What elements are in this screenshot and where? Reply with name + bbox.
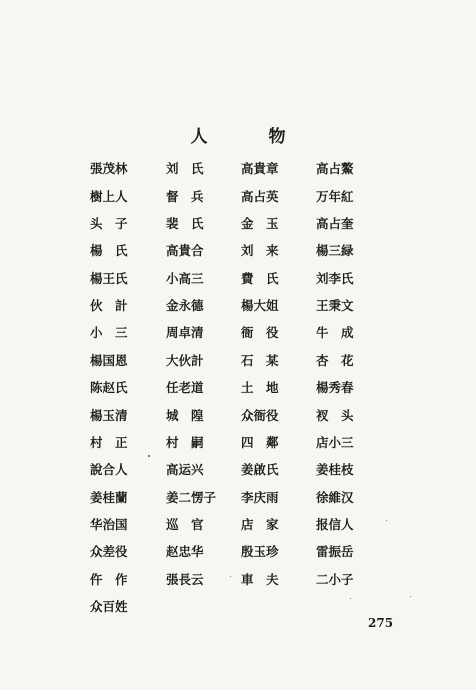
character-name: 樹上人 — [90, 188, 128, 204]
character-name: 四 鄰 — [241, 434, 279, 450]
character-name: 高占英 — [241, 188, 279, 204]
character-name: 楊玉清 — [90, 407, 128, 423]
character-name: 高运兴 — [166, 462, 204, 478]
character-name: 楊秀春 — [316, 380, 354, 396]
character-name: 王秉文 — [316, 298, 354, 314]
character-name: 店小三 — [316, 434, 354, 450]
character-name: 高貴章 — [241, 161, 279, 177]
character-name: 万年紅 — [316, 188, 354, 204]
character-name: 城 隍 — [166, 407, 204, 423]
character-name: 姜桂枝 — [316, 462, 354, 478]
character-name: 姜桂蘭 — [90, 489, 128, 505]
character-name: 仵 作 — [90, 571, 128, 587]
character-name: 高占鰲 — [316, 161, 354, 177]
character-name: 楊三緑 — [316, 243, 354, 259]
character-name: 小 三 — [90, 325, 128, 341]
character-name: 金 玉 — [241, 216, 279, 232]
character-name: 金永德 — [166, 298, 204, 314]
character-name: 二小子 — [316, 571, 354, 587]
character-name: 楊 氏 — [90, 243, 128, 259]
character-name: 楊国恩 — [90, 352, 128, 368]
page-title: 人 物 — [190, 127, 308, 147]
character-name: 高占奎 — [316, 216, 354, 232]
character-name: 村 嗣 — [166, 434, 204, 450]
character-name: 小高三 — [166, 270, 204, 286]
character-name: 土 地 — [241, 380, 279, 396]
character-name: 华治国 — [90, 516, 128, 532]
character-name: 刘 来 — [241, 243, 279, 259]
scan-speck — [386, 520, 387, 521]
character-name: 村 正 — [90, 434, 128, 450]
character-name: 陈赵氏 — [90, 380, 128, 396]
character-name: 殷玉珍 — [241, 544, 279, 560]
character-name: 衩 头 — [316, 407, 354, 423]
character-name: 雷振岳 — [316, 544, 354, 560]
character-name: 头 子 — [90, 216, 128, 232]
character-name: 李庆雨 — [241, 489, 279, 505]
character-name: 楊大姐 — [241, 298, 279, 314]
character-name: 周卓清 — [166, 325, 204, 341]
character-name: 杏 花 — [316, 352, 354, 368]
character-name: 督 兵 — [166, 188, 204, 204]
character-name: 衙 役 — [241, 325, 279, 341]
character-name: 刘李氏 — [316, 270, 354, 286]
character-name: 赵忠华 — [166, 544, 204, 560]
character-name: 任老道 — [166, 380, 204, 396]
character-name: 楊王氏 — [90, 270, 128, 286]
character-name: 石 某 — [241, 352, 279, 368]
page-number: 275 — [368, 616, 394, 630]
character-name: 張茂林 — [90, 161, 128, 177]
character-name: 高貴合 — [166, 243, 204, 259]
scan-speck — [350, 598, 351, 599]
scan-speck — [410, 596, 411, 597]
character-list — [90, 156, 388, 621]
scan-speck — [230, 576, 231, 577]
scan-speck — [148, 455, 150, 457]
character-name: 牛 成 — [316, 325, 354, 341]
character-name: 姜啟氏 — [241, 462, 279, 478]
character-name: 張長云 — [166, 571, 204, 587]
character-name: 报信人 — [316, 516, 354, 532]
character-name: 众衙役 — [241, 407, 279, 423]
character-name: 說合人 — [90, 462, 128, 478]
character-name: 众差役 — [90, 544, 128, 560]
character-name: 众百姓 — [90, 598, 128, 614]
character-name: 費 氏 — [241, 270, 279, 286]
character-name: 伙 計 — [90, 298, 128, 314]
character-name: 車 夫 — [241, 571, 279, 587]
character-name: 裴 氏 — [166, 216, 204, 232]
character-name: 刘 氏 — [166, 161, 204, 177]
character-name: 巡 官 — [166, 516, 204, 532]
character-name: 店 家 — [241, 516, 279, 532]
character-name: 徐維汉 — [316, 489, 354, 505]
character-name: 大伙計 — [166, 352, 204, 368]
character-name: 姜二愣子 — [166, 489, 217, 505]
